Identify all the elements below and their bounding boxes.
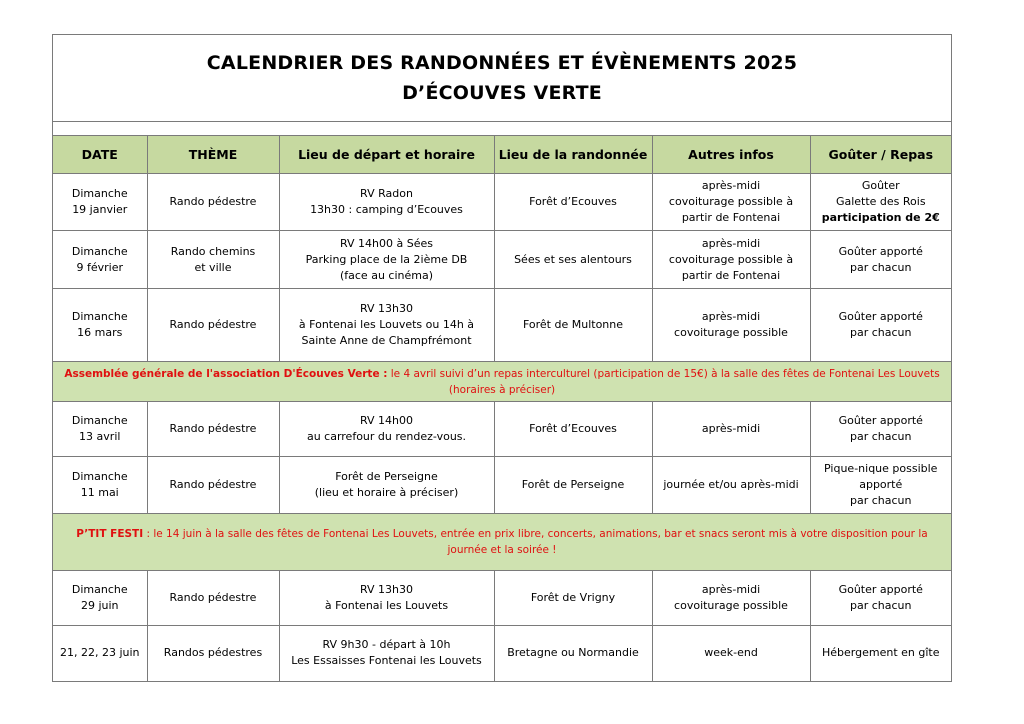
calendar-table	[53, 136, 951, 681]
cell-text: Rando chemins	[170, 244, 256, 258]
cell-infos	[652, 457, 810, 514]
cell-infos	[652, 571, 810, 626]
cell-infos	[652, 231, 810, 289]
cell-text: 13h30 : camping d’Ecouves	[310, 203, 463, 216]
cell-text: RV 9h30 - départ à 10h	[322, 638, 451, 652]
table-row	[53, 402, 951, 457]
cell-text: Rando pédestre	[169, 318, 257, 331]
cell-text: RV 13h30	[359, 583, 414, 596]
cell-text: covoiturage possible	[674, 599, 788, 612]
cell-repas	[810, 231, 951, 289]
cell-depart	[279, 457, 494, 514]
cell-text: week-end	[704, 646, 758, 660]
cell-text: Dimanche	[71, 583, 128, 596]
cell-repas	[810, 402, 951, 457]
header-lieu: Lieu de la randonnée	[494, 136, 652, 174]
cell-theme	[147, 289, 279, 362]
cell-text: à Fontenai les Louvets ou 14h à	[298, 318, 475, 331]
cell-lieu	[494, 402, 652, 457]
header-repas: Goûter / Repas	[810, 136, 951, 174]
cell-text: Hébergement en gîte	[822, 646, 940, 660]
cell-lieu	[494, 231, 652, 289]
cell-text: covoiturage possible à	[668, 252, 794, 266]
cell-text: covoiturage possible à	[668, 195, 794, 208]
cell-text: Parking place de la 2ième DB	[305, 252, 468, 266]
cell-repas	[810, 457, 951, 514]
cell-text: par chacun	[850, 260, 912, 274]
cell-text: RV 13h30	[359, 302, 414, 315]
cell-text: après-midi	[701, 236, 761, 250]
cell-text: Sainte Anne de Champfrémont	[301, 334, 472, 347]
calendar-sheet	[52, 34, 952, 682]
cell-text: à Fontenai les Louvets	[324, 599, 449, 612]
cell-text: Goûter apporté	[838, 244, 923, 258]
header-date: DATE	[53, 136, 147, 174]
cell-text: 16 mars	[77, 326, 123, 339]
table-row	[53, 571, 951, 626]
announcement-text: : le 14 juin à la salle des fêtes de Fontenai Les Louvets, entrée en prix libre, concerts, animations, bar et snacs seront mis à votre disposition pour la journée et la soirée !	[143, 528, 928, 556]
cell-text: partir de Fontenai	[681, 268, 781, 282]
page-title: CALENDRIER DES RANDONNÉES ET ÉVÈNEMENTS 2025	[206, 52, 798, 74]
cell-depart	[279, 231, 494, 289]
cell-text: par chacun	[850, 326, 912, 339]
cell-lieu	[494, 289, 652, 362]
cell-lieu	[494, 457, 652, 514]
cell-text: Forêt de Vrigny	[530, 591, 616, 604]
cell-text: par chacun	[850, 494, 912, 507]
cell-text: après-midi	[701, 583, 761, 596]
cell-depart	[279, 626, 494, 681]
cell-text: 11 mai	[80, 486, 119, 499]
table-body	[53, 174, 951, 681]
page-subtitle: D’ÉCOUVES VERTE	[402, 82, 602, 104]
cell-text: Bretagne ou Normandie	[507, 646, 639, 660]
cell-text: (lieu et horaire à préciser)	[314, 486, 459, 499]
cell-text: Forêt d’Ecouves	[529, 195, 617, 208]
announcement-text: le 4 avril suivi d’un repas interculturel (participation de 15€) à la salle des fêtes de Fontenai Les Louvets (horaires à préciser)	[387, 367, 940, 396]
cell-depart	[279, 571, 494, 626]
table-row	[53, 289, 951, 362]
cell-text: au carrefour du rendez-vous.	[306, 430, 467, 443]
participation-text: participation de 2€	[821, 211, 940, 224]
cell-text: Pique-nique possible	[824, 462, 938, 475]
cell-repas	[810, 626, 951, 681]
cell-text: RV Radon	[360, 187, 413, 200]
cell-text: Rando pédestre	[169, 422, 257, 435]
cell-depart	[279, 174, 494, 231]
cell-infos	[652, 402, 810, 457]
cell-text: Dimanche	[71, 414, 128, 427]
cell-text: Goûter apporté	[838, 583, 923, 596]
cell-date	[53, 231, 147, 289]
cell-text: après-midi	[701, 310, 761, 323]
cell-theme	[147, 571, 279, 626]
table-row	[53, 457, 951, 514]
cell-text: Rando pédestre	[169, 478, 257, 491]
cell-text: Galette des Rois	[835, 195, 926, 208]
cell-theme	[147, 402, 279, 457]
cell-repas	[810, 289, 951, 362]
cell-date	[53, 571, 147, 626]
cell-text: RV 14h00	[359, 414, 414, 427]
announcement-row	[53, 362, 951, 402]
announcement-title: P’TIT FESTI	[76, 528, 144, 540]
cell-text: Goûter	[861, 179, 900, 192]
cell-repas	[810, 174, 951, 231]
cell-date	[53, 457, 147, 514]
cell-text: Forêt d’Ecouves	[529, 422, 617, 435]
cell-infos	[652, 626, 810, 681]
announcement-cell	[53, 362, 951, 402]
cell-text: 29 juin	[80, 599, 119, 612]
cell-theme	[147, 174, 279, 231]
cell-text: RV 14h00 à Sées	[339, 236, 433, 250]
cell-text: 13 avril	[79, 430, 121, 443]
header-theme: THÈME	[147, 136, 279, 174]
cell-text: Randos pédestres	[163, 646, 263, 660]
cell-text: Dimanche	[71, 310, 128, 323]
cell-text: et ville	[194, 260, 232, 274]
cell-text: Rando pédestre	[169, 195, 257, 208]
cell-lieu	[494, 626, 652, 681]
title-box	[53, 35, 951, 122]
cell-repas	[810, 571, 951, 626]
cell-text: après-midi	[701, 179, 761, 192]
cell-text: Dimanche	[71, 187, 128, 200]
cell-text: Les Essaisses Fontenai les Louvets	[291, 654, 482, 668]
cell-text: Goûter apporté	[838, 310, 923, 323]
cell-infos	[652, 289, 810, 362]
cell-text: Dimanche	[71, 244, 128, 258]
cell-text: Goûter apporté	[838, 414, 923, 427]
cell-depart	[279, 402, 494, 457]
header-row	[53, 136, 951, 174]
cell-text: Forêt de Perseigne	[335, 470, 438, 483]
cell-theme	[147, 457, 279, 514]
cell-text: après-midi	[701, 422, 761, 435]
cell-date	[53, 289, 147, 362]
cell-text: (face au cinéma)	[339, 268, 434, 282]
cell-theme	[147, 626, 279, 681]
cell-text: Rando pédestre	[169, 591, 257, 604]
cell-date	[53, 402, 147, 457]
cell-text: Forêt de Perseigne	[521, 478, 625, 491]
cell-text: par chacun	[850, 599, 912, 612]
table-row	[53, 626, 951, 681]
cell-text: Forêt de Multonne	[522, 318, 624, 331]
table-row	[53, 174, 951, 231]
cell-infos	[652, 174, 810, 231]
cell-text: 19 janvier	[72, 203, 128, 216]
cell-date	[53, 626, 147, 681]
cell-lieu	[494, 571, 652, 626]
cell-text: partir de Fontenai	[681, 211, 781, 224]
cell-text: Sées et ses alentours	[514, 252, 632, 266]
spacer-row	[53, 122, 951, 136]
cell-theme	[147, 231, 279, 289]
cell-text: journée et/ou après-midi	[663, 478, 799, 491]
announcement-row	[53, 514, 951, 571]
cell-text: 9 février	[76, 260, 123, 274]
table-row	[53, 231, 951, 289]
announcement-cell	[53, 514, 951, 571]
cell-text: 21, 22, 23 juin	[59, 646, 140, 660]
cell-text: Dimanche	[71, 470, 128, 483]
header-depart: Lieu de départ et horaire	[279, 136, 494, 174]
cell-lieu	[494, 174, 652, 231]
cell-date	[53, 174, 147, 231]
cell-text: apporté	[859, 478, 903, 491]
cell-depart	[279, 289, 494, 362]
announcement-title: Assemblée générale de l'association D'Écouves Verte :	[64, 367, 388, 380]
cell-text: par chacun	[850, 430, 912, 443]
cell-text: covoiturage possible	[674, 326, 788, 339]
header-infos: Autres infos	[652, 136, 810, 174]
